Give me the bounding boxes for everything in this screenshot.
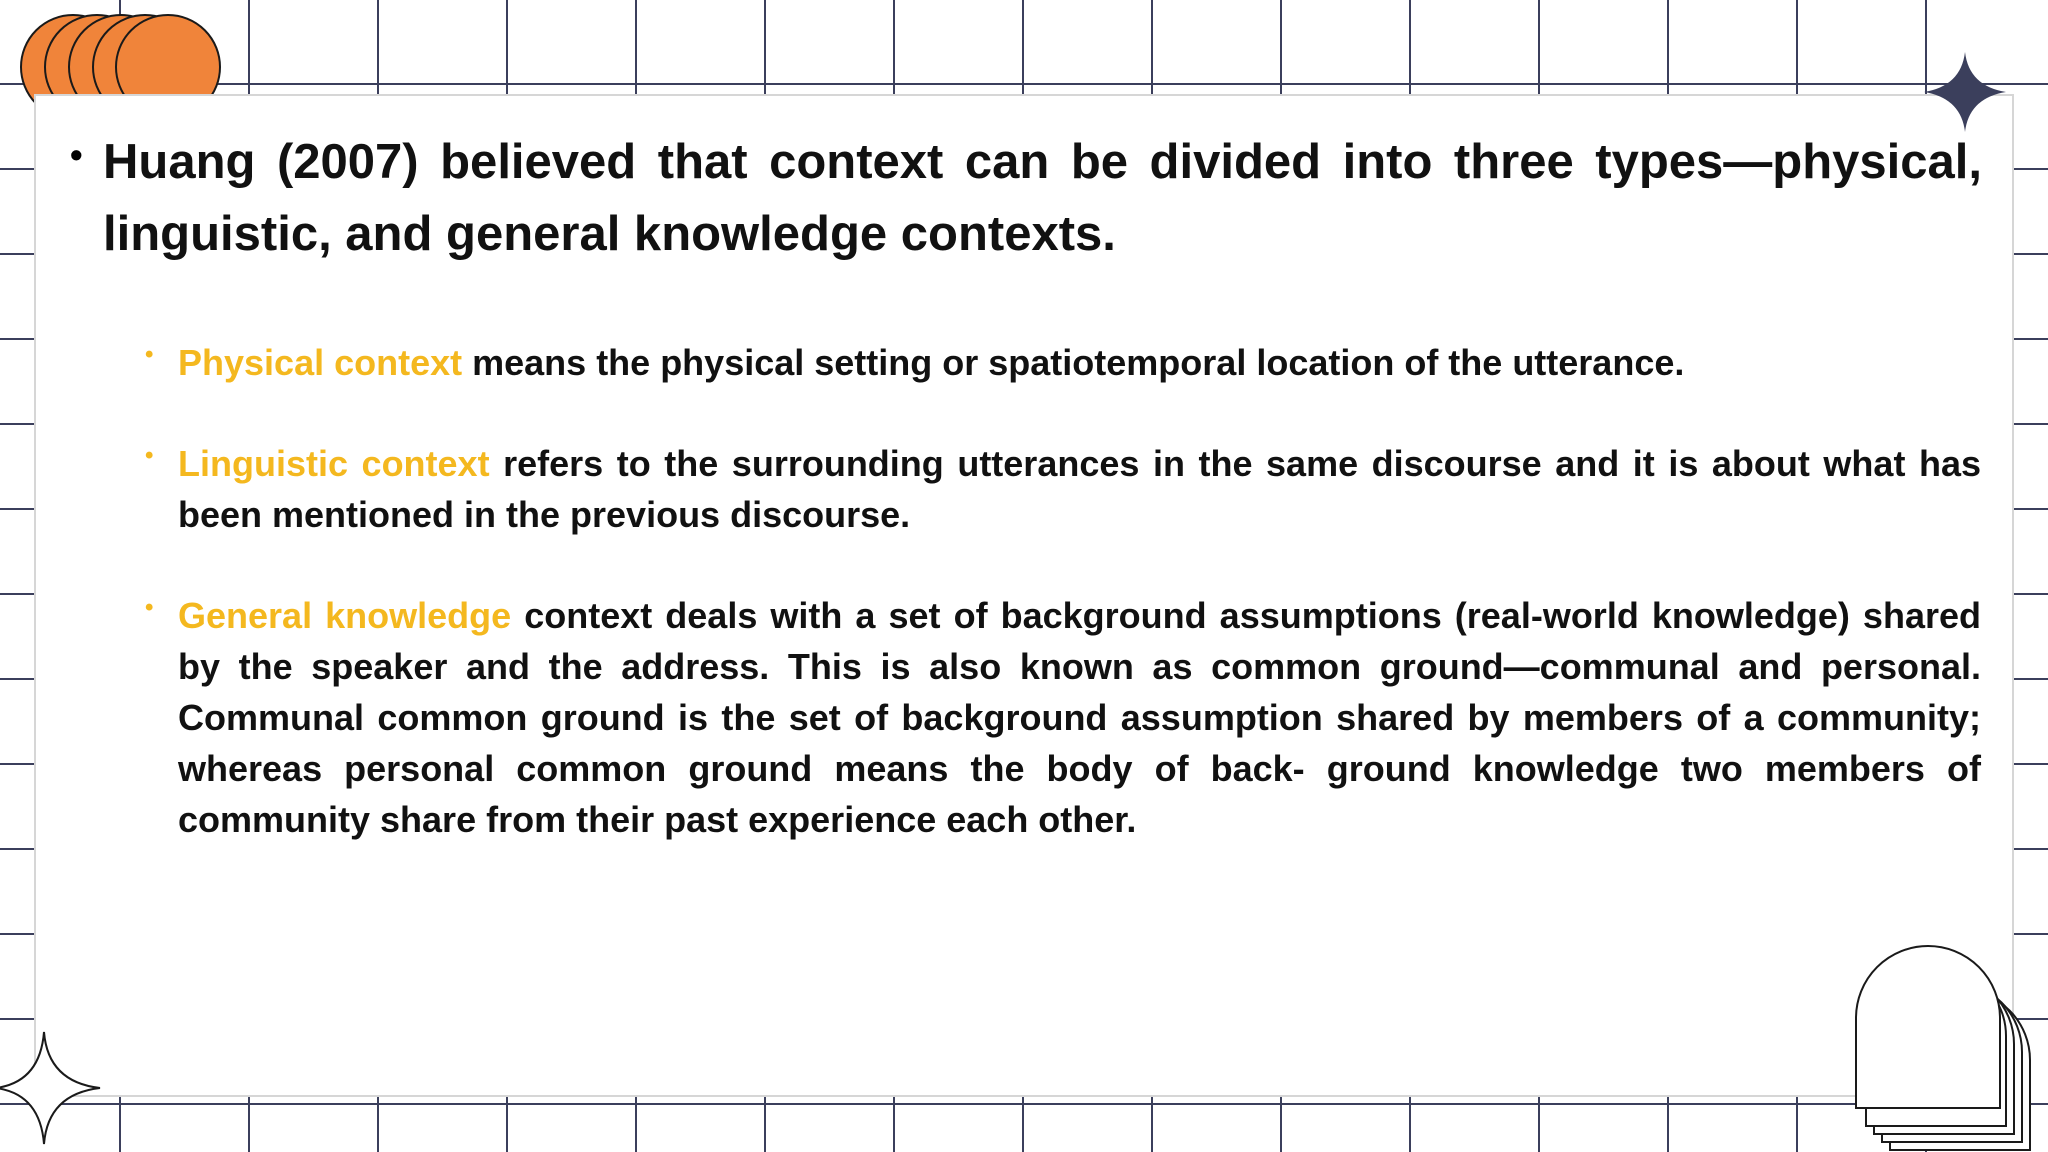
- point-text: [178, 337, 1981, 388]
- bullet-icon: •: [145, 442, 154, 469]
- highlighted-term: Physical context: [178, 342, 463, 383]
- highlighted-term: General knowledge: [178, 595, 512, 636]
- main-statement-text: Huang (2007) believed that context can be divided into three types—physical, linguistic, and general knowledge contexts.: [103, 135, 1982, 261]
- four-point-star-icon: [1922, 50, 2008, 134]
- four-point-star-outline-icon: [0, 1030, 104, 1148]
- bullet-icon: •: [145, 594, 154, 621]
- point-text: [178, 438, 1981, 540]
- point-description: means the physical setting or spatiotemporal location of the utterance.: [462, 342, 1685, 383]
- list-item-physical-context: [145, 337, 1981, 388]
- list-item-linguistic-context: [145, 438, 1981, 540]
- point-description: refers to the surrounding utterances in the same discourse and it is about what has been mentioned in the previous discourse.: [178, 443, 1982, 535]
- context-types-list: [145, 337, 1981, 895]
- main-statement-list: [70, 126, 1982, 270]
- bullet-icon: •: [70, 134, 83, 175]
- bullet-icon: •: [145, 341, 154, 368]
- main-statement: [70, 126, 1982, 270]
- highlighted-term: Linguistic context: [178, 443, 490, 484]
- stacked-arch-shapes: [1850, 930, 2048, 1152]
- list-item-general-knowledge-context: [145, 590, 1981, 845]
- point-description: context deals with a set of background assumptions (real-world knowledge) shared by the speaker and the address. This is also known as common ground—communal and personal. Communal common ground is the set of background assumption shared by members of a community; whereas personal common ground means the body of back- ground knowledge two members of community share from their past experience each other.: [178, 595, 1981, 840]
- point-text: [178, 590, 1981, 845]
